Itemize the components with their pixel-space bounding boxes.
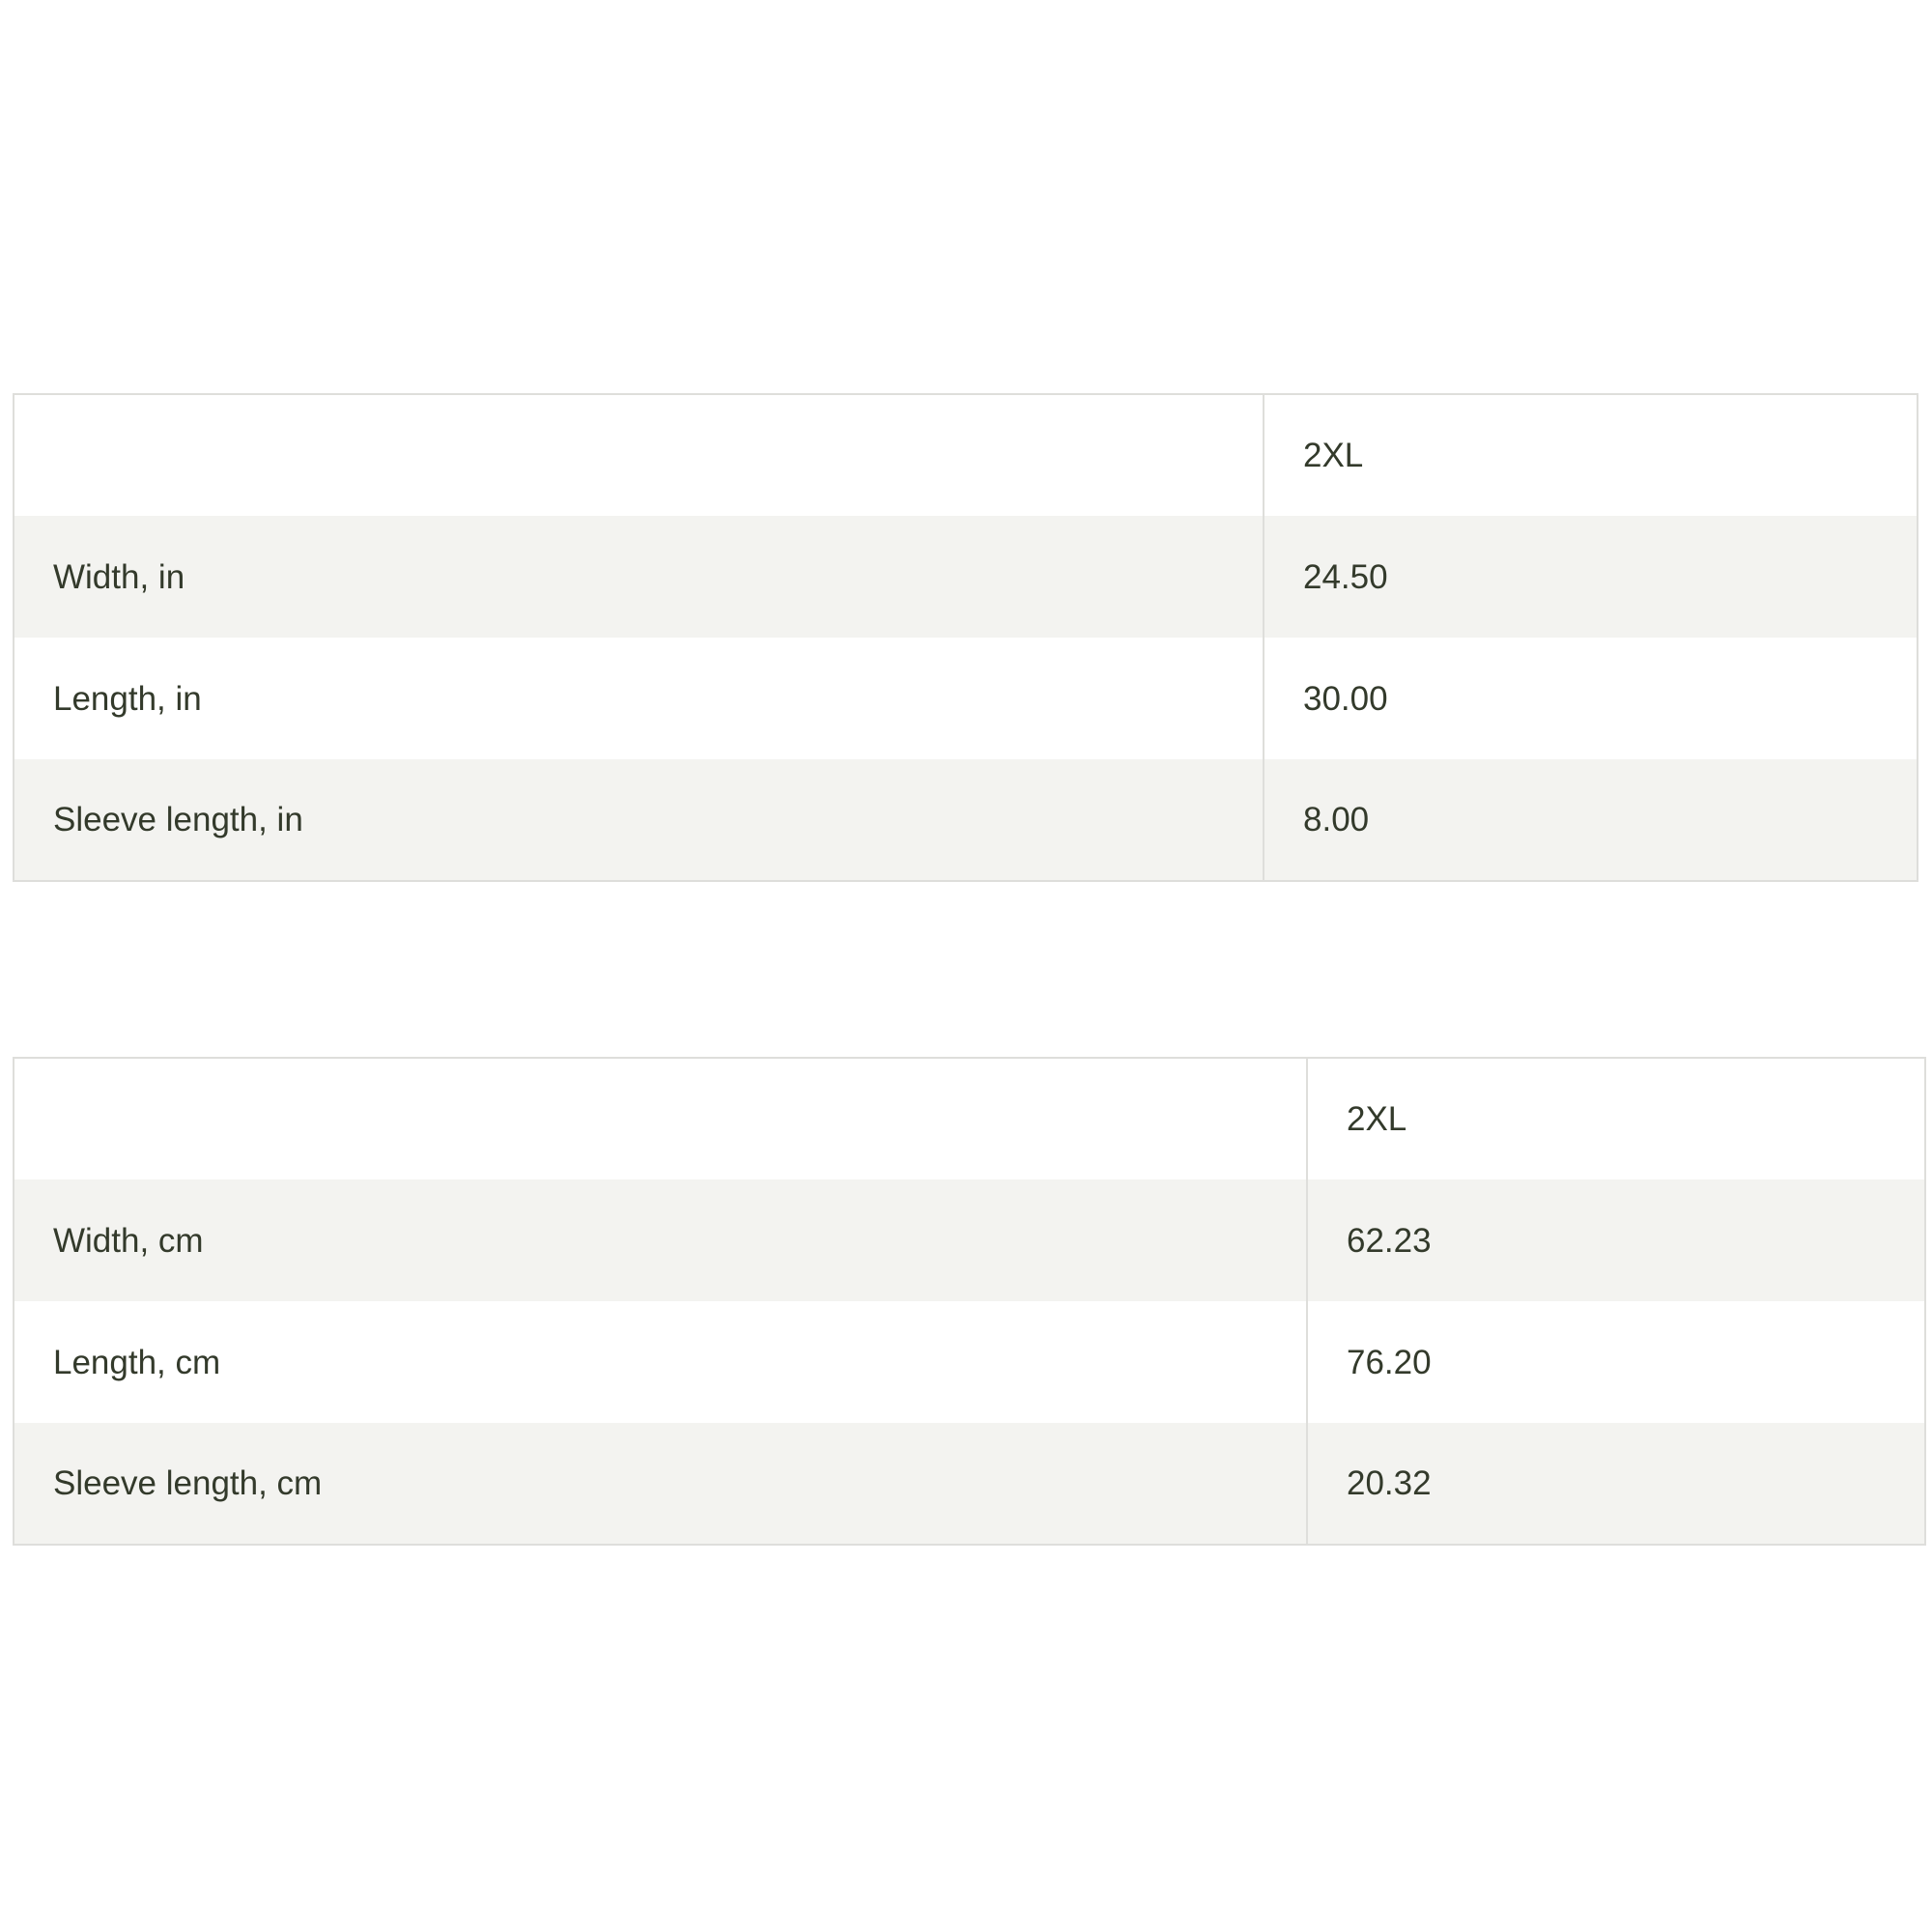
header-empty-cell bbox=[14, 1058, 1307, 1179]
row-value: 24.50 bbox=[1264, 516, 1918, 638]
table-header-row bbox=[14, 394, 1918, 516]
row-value: 8.00 bbox=[1264, 759, 1918, 881]
table-row bbox=[14, 1179, 1925, 1301]
row-value: 20.32 bbox=[1307, 1423, 1925, 1545]
table-row bbox=[14, 1301, 1925, 1423]
row-label: Width, cm bbox=[14, 1179, 1307, 1301]
row-label: Sleeve length, in bbox=[14, 759, 1264, 881]
row-label: Sleeve length, cm bbox=[14, 1423, 1307, 1545]
header-size-cell: 2XL bbox=[1264, 394, 1918, 516]
header-empty-cell bbox=[14, 394, 1264, 516]
table-row bbox=[14, 1423, 1925, 1545]
table-row bbox=[14, 759, 1918, 881]
header-size-cell: 2XL bbox=[1307, 1058, 1925, 1179]
row-value: 30.00 bbox=[1264, 638, 1918, 759]
table-row bbox=[14, 638, 1918, 759]
row-value: 62.23 bbox=[1307, 1179, 1925, 1301]
size-chart-centimeters-table bbox=[13, 1057, 1926, 1546]
row-label: Length, in bbox=[14, 638, 1264, 759]
size-chart-inches-table bbox=[13, 393, 1918, 882]
row-label: Length, cm bbox=[14, 1301, 1307, 1423]
table-row bbox=[14, 516, 1918, 638]
row-label: Width, in bbox=[14, 516, 1264, 638]
table-header-row bbox=[14, 1058, 1925, 1179]
row-value: 76.20 bbox=[1307, 1301, 1925, 1423]
